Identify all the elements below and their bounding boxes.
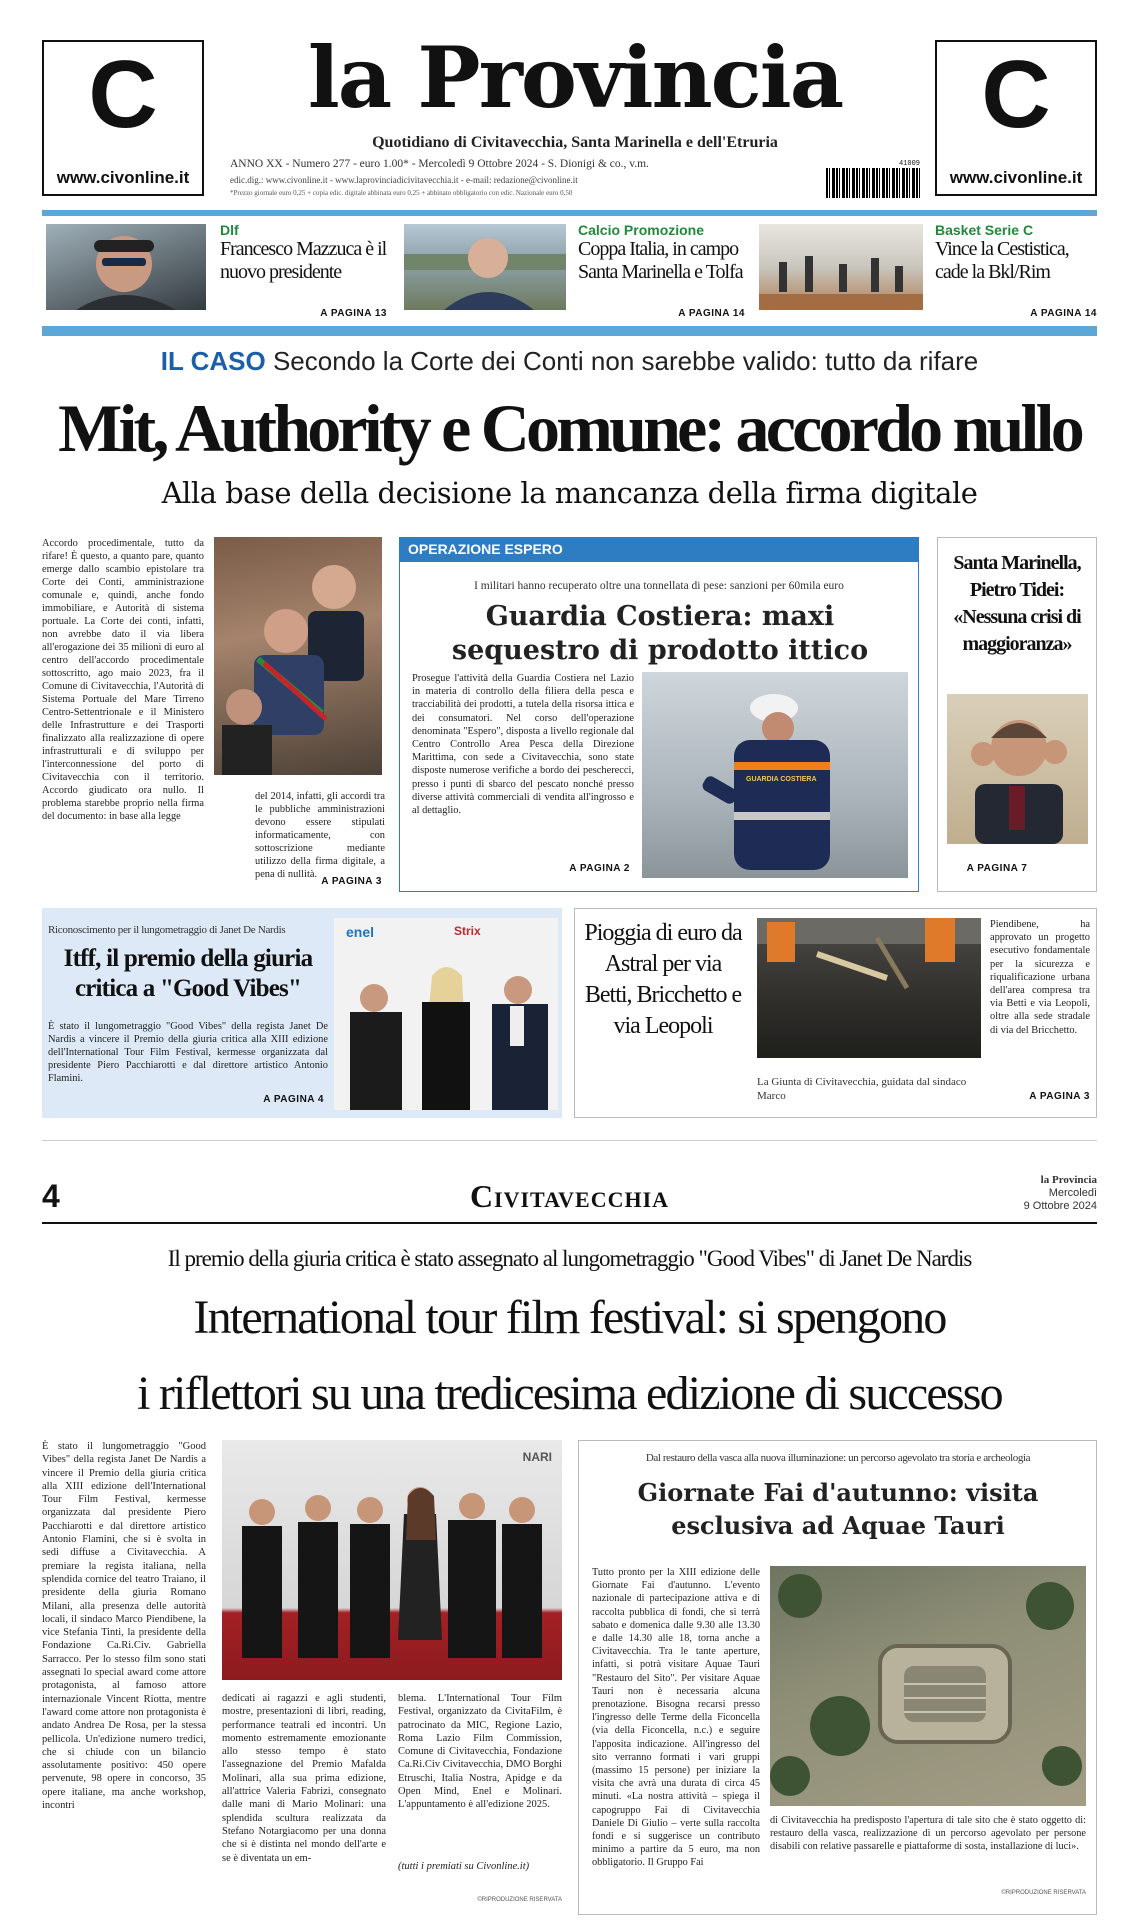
roadwork-photo — [757, 918, 981, 1058]
page-ref[interactable]: A PAGINA 7 — [966, 863, 1028, 874]
copyright: ©RIPRODUZIONE RISERVATA — [1001, 1890, 1086, 1896]
folio-day: Mercoledì — [1048, 1187, 1097, 1199]
lead-headline[interactable]: Mit, Authority e Comune: accordo nullo — [58, 390, 1081, 466]
itff-body: È stato il lungometraggio "Good Vibes" della regista Janet De Nardis a vincere il Premio della giuria critica alla XIII edizione dell'International Tour Film Festival, kermesse organizzata dal presidente Piero Pacchiarotti e dal direttore artistico Antonio Flamini. — [48, 1021, 328, 1084]
masthead-logo-right — [935, 40, 1097, 196]
espero-body: Prosegue l'attività della Guardia Costiera nel Lazio in materia di controllo della filiera della pesca e tracciabilità dei prodotti, a tutela della risorsa ittica e dei consumatori. Nel corso dell'operazione denominata "Espero", disposta a livello regionale dal Centro Controllo Area Pesca della Direzione Marittima, con sede a Civitavecchia, sono state disposte numerose verifiche a bordo dei pescherecci, presso i punti di sbarco del pescato nonché presso diverse attività commerciali di vendita all'ingrosso e al dettaglio. — [412, 673, 634, 817]
price-note: *Prezzo giornale euro 0,25 + copia edic. digitale abbinata euro 0,25 + abbinato obbligatorio con edic. Nazionale euro 0,50 — [230, 189, 573, 197]
page-ref[interactable]: A PAGINA 3 — [321, 876, 382, 887]
contact-line: edic.dig.: www.civonline.it - www.laprovinciadicivitavecchia.it - e-mail: redazione@civonline.it — [230, 175, 578, 185]
tidei-headline[interactable]: Santa Marinella, Pietro Tidei: «Nessuna crisi di maggioranza» — [953, 552, 1081, 655]
espero-headline[interactable]: Guardia Costiera: maxi sequestro di prodotto ittico — [451, 601, 869, 666]
lead-body-col1: Accordo procedimentale, tutto da rifare! È questo, a quanto pare, quanto emerge dallo scambio epistolare tra Corte dei Conti, amministrazione comunale e, quindi, anche fondo immobiliare, e Autorità di sistema portuale. La Corte dei conti, infatti, non avrebbe dato il via libera all'erogazione dei 35 milioni di euro al centro dell'accordo procedimentale sottoscritto, ago maio 2023, fra il Comune di Civitavecchia, l'Autorità di Sistema Portuale del Mare Tirreno Centro-Settentrionale e il Ministero delle Infrastrutture e dei Trasporti finalizzato alla realizzazione di opere infrastrutturali e di sviluppo per l'interconnessione del porto di Civitavecchia con il territorio. Accordo giudicato ora nullo. Il problema starebbe proprio nella firma del documento: in base alla legge — [42, 538, 204, 822]
folio-paper: la Provincia — [1040, 1174, 1097, 1186]
barcode — [826, 160, 920, 200]
portrait-photo — [46, 224, 206, 310]
teaser-kicker: Calcio Promozione — [578, 222, 705, 238]
astral-caption: La Giunta di Civitavecchia, guidata dal sindaco Marco — [757, 1076, 967, 1102]
divider — [42, 326, 1097, 336]
fai-kicker: Dal restauro della vasca alla nuova illuminazione: un percorso agevolato tra storia e archeologia — [645, 1452, 1031, 1464]
page-ref[interactable]: A PAGINA 4 — [263, 1094, 324, 1105]
inner-headline-1[interactable]: International tour film festival: si spengono — [193, 1291, 946, 1344]
newspaper-title: la Provincia — [307, 28, 843, 127]
page-ref[interactable]: A PAGINA 13 — [320, 308, 387, 319]
inner-col3: blema. L'International Tour Film Festival, organizzato da CivitaFilm, è patrocinato da MIC, Regione Lazio, Roma Lazio Film Commission, Comune di Civitavecchia, Fondazione Ca.Ri.Civ Civitavecchia, DMO Borghi Etruschi, Italia Nostra, Apidge e da Open Mind, Enel e Molinari. L'appuntamento è all'edizione 2025. — [398, 1693, 562, 1811]
logo-letter: C — [981, 41, 1051, 148]
sponsor-backdrop: enel — [346, 924, 375, 940]
inner-col3-end[interactable]: (tutti i premiati su Civonline.it) — [398, 1861, 530, 1872]
aquae-tauri-photo — [770, 1566, 1086, 1806]
sponsor-backdrop: Strix — [454, 924, 481, 938]
site-link[interactable]: www.civonline.it — [949, 168, 1083, 187]
game-photo — [759, 224, 923, 310]
itff-headline[interactable]: Itff, il premio della giuria critica a "Good Vibes" — [63, 945, 313, 1002]
festival-photo — [222, 1440, 562, 1680]
site-link[interactable]: www.civonline.it — [56, 168, 190, 187]
masthead-logo-left — [42, 40, 204, 196]
lead-photo — [214, 537, 382, 775]
teaser-title: Francesco Mazzuca è il nuovo presidente — [220, 238, 387, 283]
vest-label: GUARDIA COSTIERA — [746, 776, 817, 783]
section-rule — [42, 1222, 1097, 1224]
inner-headline-2[interactable]: i riflettori su una tredicesima edizione di successo — [137, 1367, 1002, 1420]
fai-body: Tutto pronto per la XIII edizione delle Giornate Fai d'autunno. L'evento nazionale di partecipazione attiva e di raccolta pubblica di fondi, che si terrà sabato e domenica dalle 9.30 alle 13.30 e dalle 14.30 alle 18, torna anche a Civitavecchia. Tra le tante aperture, infatti, si potrà visitare Aquae Tauri "Restauro del Sito". Per visitare Aquae Tauri non è necessaria alcuna prenotazione. Bisogna recarsi presso l'ingresso delle Terme della Ficoncella (via della Ficoncella, n.c.) e seguire l'apposita indicazione. All'ingresso del sito verranno formati i vari gruppi (massimo 15 persone) per iniziare la visita che avrà una durata di circa 45 minuti. «La nostra attività – spiega il capogruppo Fai di Civitavecchia Daniele Di Giulio – verte sulla raccolta fondi e si suggerisce un contributo minimo a partire da 5 euro, ma non obbligatorio. Il Gruppo Fai — [592, 1567, 760, 1869]
page-ref[interactable]: A PAGINA 3 — [1029, 1091, 1090, 1102]
newspaper-subtitle: Quotidiano di Civitavecchia, Santa Marinella e dell'Etruria — [372, 134, 778, 151]
page-divider — [42, 1140, 1097, 1141]
section-label: OPERAZIONE ESPERO — [400, 538, 918, 562]
barcode-number: 41009 — [898, 160, 920, 168]
itff-photo — [334, 918, 558, 1110]
teaser-calcio[interactable] — [400, 220, 745, 322]
issue-line: ANNO XX - Numero 277 - euro 1.00* - Mercoledì 9 Ottobre 2024 - S. Dionigi & co., v.m. — [230, 158, 649, 170]
teaser-title: Coppa Italia, in campo Santa Marinella e Tolfa — [578, 238, 743, 283]
divider — [42, 210, 1097, 216]
folio — [960, 1174, 1097, 1213]
inner-col2: dedicati ai ragazzi e agli studenti, mostre, presentazioni di libri, reading, performance teatrali ed incontri. Un momento estremamente emozionante allo stesso tempo è stato l'assegnazione del Premio Mafalda Molinari, alla sua prima edizione, all'attrice Valeria Fabrizi, consegnato dalle mani di Mario Molinari: una splendida scultura realizzata da Stefano Notargiacomo per una donna che si è distinta nel mondo dell'arte e se è diventata un em- — [222, 1693, 386, 1864]
page-ref[interactable]: A PAGINA 2 — [569, 863, 630, 874]
astral-headline[interactable]: Pioggia di euro da Astral per via Betti, Bricchetto e via Leopoli — [584, 920, 742, 1039]
inner-col1: È stato il lungometraggio "Good Vibes" della regista Janet De Nardis a vincere il Premio della giuria critica alla XIII edizione dell'International Tour Film Festival, kermesse organizzata dal presidente Piero Pacchiarotti e dal direttore artistico Antonio Flamini, che si è svolta in sedi diffuse a Civitavecchia. A premiare la regista italiana, nella splendida cornice del teatro Traiano, il presidente della giuria Romano Milani, alla presenza delle autorità locali, il sindaco Marco Piendibene, la vice Stefania Tinti, la presidente della Fondazione Ca.Ri.Civ. Gabriella Sarracco. Per lo stesso film sono stati assegnati lo special award come attore protagonista, al famoso attore internazionale Vincent Riotta, mentre l'award come attore non protagonista è andato Andrea De Rosa, per la stessa pellicola. Un'edizione numero tredici, che si chiude con un bilancio assolutamente positivo: 450 opere pervenute, 98 opere in concorso, 35 opere italiane, ma anche workshop, incontri — [42, 1441, 206, 1812]
lead-kicker-line — [42, 346, 1097, 377]
copyright: ©RIPRODUZIONE RISERVATA — [477, 1897, 562, 1903]
teaser-title: Vince la Cestistica, cade la Bkl/Rim — [935, 238, 1069, 283]
espero-kicker: I militari hanno recuperato oltre una tonnellata di pese: sanzioni per 60mila euro — [474, 580, 844, 592]
backdrop-text: NARI — [522, 1450, 552, 1464]
teaser-kicker: Dlf — [220, 222, 239, 238]
itff-kicker: Riconoscimento per il lungometraggio di Janet De Nardis — [48, 924, 286, 936]
teaser-dlf[interactable] — [42, 220, 387, 322]
teaser-basket[interactable] — [757, 220, 1097, 322]
page-ref[interactable]: A PAGINA 14 — [678, 308, 745, 319]
astral-body: Piendibene, ha approvato un progetto esecutivo fondamentale per la sicurezza e riqualificazione urbana dell'area compresa tra via Betti e via Leopoli, oltre alla sede stradale di via del Bricchetto. — [990, 919, 1090, 1036]
lead-subhead: Alla base della decisione la mancanza della firma digitale — [161, 476, 978, 510]
lead-kicker-text: Secondo la Corte dei Conti non sarebbe valido: tutto da rifare — [272, 346, 979, 376]
logo-letter: C — [88, 41, 158, 148]
teaser-kicker: Basket Serie C — [935, 222, 1034, 238]
section-title: Civitavecchia — [469, 1178, 670, 1214]
lead-kicker: IL CASO — [160, 346, 266, 376]
page-ref[interactable]: A PAGINA 14 — [1030, 308, 1097, 319]
tidei-photo — [947, 694, 1088, 844]
fai-body-end: di Civitavecchia ha predisposto l'apertura di tale sito che è stato oggetto di: restauro della vasca, realizzazione di un percorso agevolato per persone disabili con relative passarelle e piattaforme di sosta, installazione di luci». — [770, 1815, 1086, 1853]
portrait-photo — [404, 224, 566, 310]
page-number: 4 — [42, 1178, 60, 1214]
fai-headline[interactable]: Giornate Fai d'autunno: visita esclusiva ad Aquae Tauri — [637, 1478, 1039, 1540]
lead-body-col2: del 2014, infatti, gli accordi tra le pubbliche amministrazioni devono essere stipulati informaticamente, con sottoscrizione mediante utilizzo della firma digitale, a pena di nullità. — [255, 791, 385, 880]
inner-kicker: Il premio della giuria critica è stato assegnato al lungometraggio "Good Vibes" di Janet De Nardis — [167, 1246, 972, 1271]
coastguard-photo — [642, 672, 908, 878]
folio-date: 9 Ottobre 2024 — [1023, 1200, 1097, 1212]
